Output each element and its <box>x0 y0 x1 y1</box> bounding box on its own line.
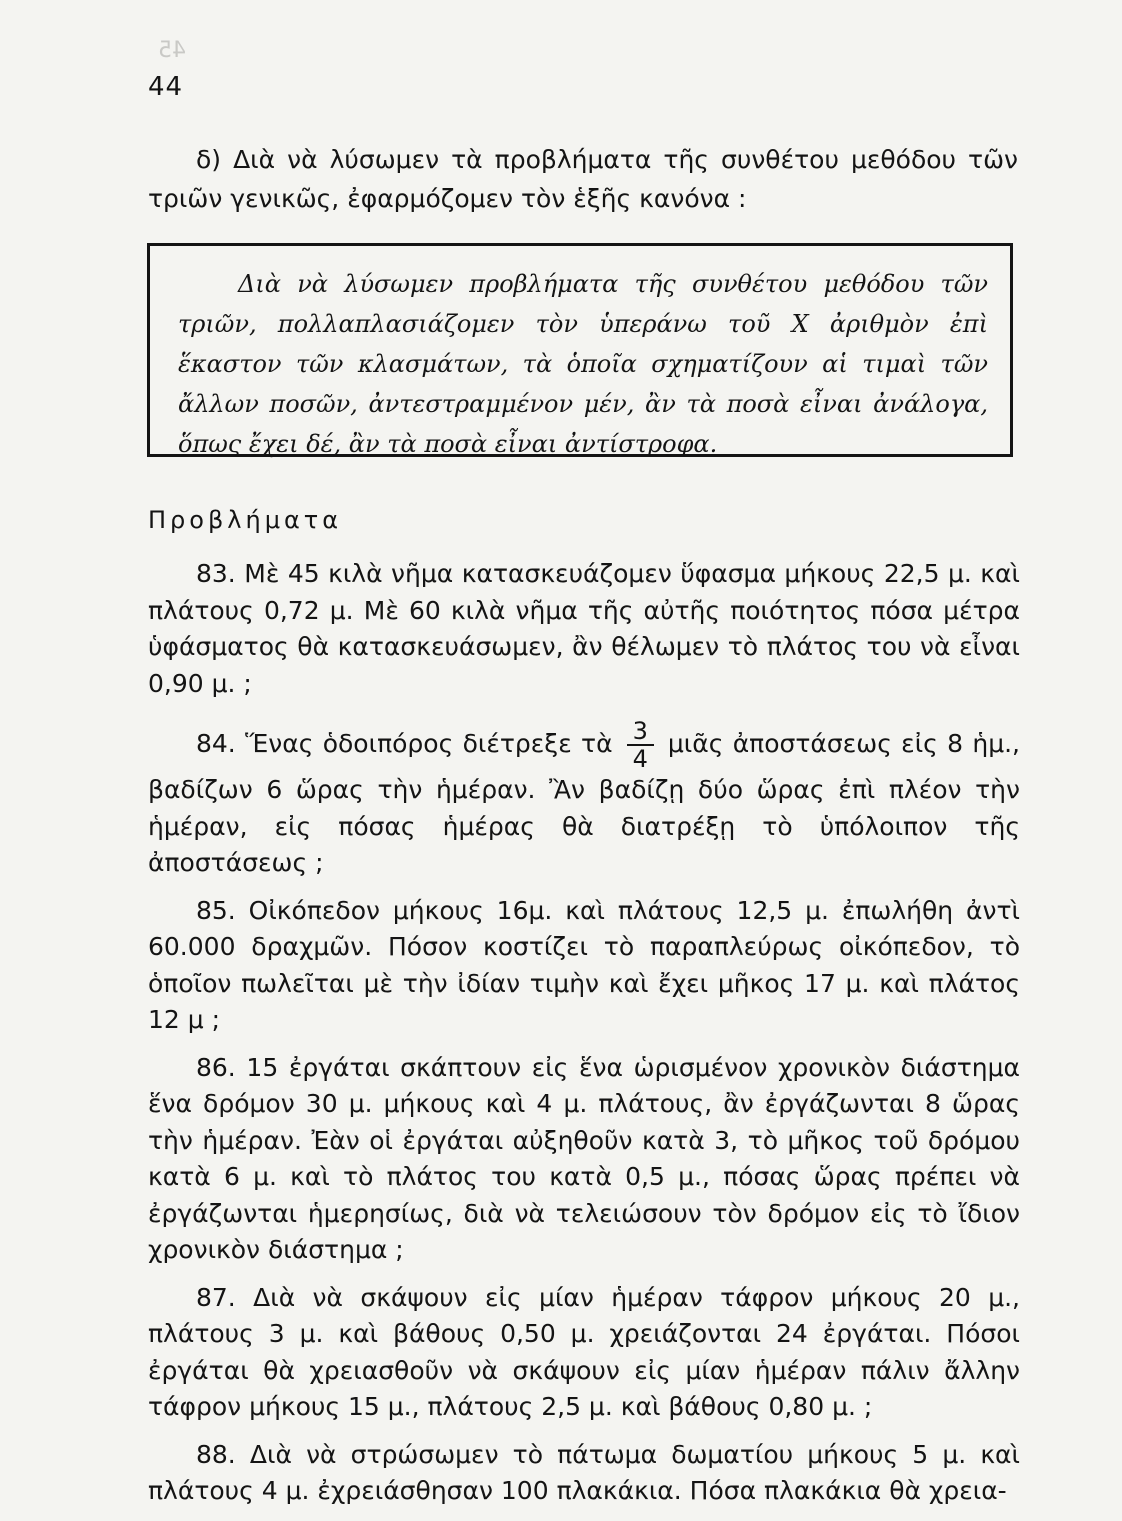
problem-text-before-fraction: Ἕνας ὁδοιπόρος διέτρεξε τὰ <box>245 729 613 758</box>
page-number: 44 <box>148 72 184 102</box>
problem-88 <box>148 1437 1020 1510</box>
problem-85 <box>148 893 1020 1039</box>
problem-text: Μὲ 45 κιλὰ νῆμα κατασκευάζομεν ὕφασμα μήκους 22,5 μ. καὶ πλάτους 0,72 μ. Μὲ 60 κιλὰ νῆμα τῆς αὐτῆς ποιότητος πόσα μέτρα ὑφάσματος θὰ κατασκευάσωμεν, ἂν θέλωμεν τὸ πλάτος του νὰ εἶναι 0,90 μ. ; <box>148 559 1020 698</box>
problem-number: 86. <box>196 1052 236 1082</box>
rule-box <box>147 243 1013 457</box>
problem-86 <box>148 1050 1020 1269</box>
problem-text-after-fraction: μιᾶς ἀποστάσεως εἰς 8 ἡμ., βαδίζων 6 ὥρας τὴν ἡμέραν. Ἂν βαδίζῃ δύο ὥρας ἐπὶ πλέον τὴν ἡμέραν, εἰς πόσας ἡμέρας θὰ διατρέξῃ τὸ ὑπόλοιπον τῆς ἀποστάσεως ; <box>148 729 1021 877</box>
rule-text: Διὰ νὰ λύσωμεν προβλήματα τῆς συνθέτου μεθόδου τῶν τριῶν, πολλαπλασιάζομεν τὸν ὑπεράνω τοῦ X ἀριθμὸν ἐπὶ ἕκαστον τῶν κλασμάτων, τὰ ὁποῖα σχηματίζουν αἱ τιμαὶ τῶν ἄλλων ποσῶν, ἀντεστραμμένον μέν, ἂν τὰ ποσὰ εἶναι ἀνάλογα, ὅπως ἔχει δέ, ἂν τὰ ποσὰ εἶναι ἀντίστροφα. <box>178 270 988 458</box>
fraction-denominator: 4 <box>632 745 648 773</box>
problem-number: 85. <box>196 895 236 925</box>
fraction-numerator: 3 <box>627 718 654 746</box>
problem-87 <box>148 1280 1020 1426</box>
problem-text: Οἰκόπεδον μήκους 16μ. καὶ πλάτους 12,5 μ. ἐπωλήθη ἀντὶ 60.000 δραχμῶν. Πόσον κοστίζει τὸ παραπλεύρως οἰκόπεδον, τὸ ὁποῖον πωλεῖται μὲ τὴν ἰδίαν τιμὴν καὶ ἔχει μῆκος 17 μ. καὶ πλάτος 12 μ ; <box>148 895 1020 1034</box>
problem-number: 88. <box>196 1439 236 1469</box>
problem-number: 84. <box>196 729 236 758</box>
bleed-through-page-number: 45 <box>158 38 186 63</box>
problem-list <box>148 556 1020 1521</box>
problem-text: 15 ἐργάται σκάπτουν εἰς ἕνα ὡρισμένον χρονικὸν διάστημα ἕνα δρόμον 30 μ. μήκους καὶ 4 μ. πλάτους, ἂν ἐργάζωνται 8 ὥρας τὴν ἡμέραν. Ἐὰν οἱ ἐργάται αὐξηθοῦν κατὰ 3, τὸ μῆκος τοῦ δρόμου κατὰ 6 μ. καὶ τὸ πλάτος του κατὰ 0,5 μ., πόσας ὥρας πρέπει νὰ ἐργάζωνται ἡμερησίως, διὰ νὰ τελειώσουν τὸν δρόμον εἰς τὸ ἴδιον χρονικὸν διάστημα ; <box>148 1052 1021 1264</box>
problem-84 <box>148 718 1020 882</box>
problem-83 <box>148 556 1020 702</box>
intro-paragraph: δ) Διὰ νὰ λύσωμεν τὰ προβλήματα τῆς συνθέτου μεθόδου τῶν τριῶν γενικῶς, ἐφαρμόζομεν τὸν ἑξῆς κανόνα : <box>148 145 1018 213</box>
problem-text: Διὰ νὰ σκάψουν εἰς μίαν ἡμέραν τάφρον μήκους 20 μ., πλάτους 3 μ. καὶ βάθους 0,50 μ. χρειάζονται 24 ἐργάται. Πόσοι ἐργάται θὰ χρειασθοῦν νὰ σκάψουν εἰς μίαν ἡμέραν πάλιν ἄλλην τάφρον μήκους 15 μ., πλάτους 2,5 μ. καὶ βάθους 0,80 μ. ; <box>148 1282 1020 1421</box>
problem-number: 83. <box>196 559 236 588</box>
section-title: Προβλήματα <box>148 506 343 534</box>
fraction <box>627 718 654 772</box>
problem-number: 87. <box>196 1282 236 1312</box>
problem-text: Διὰ νὰ στρώσωμεν τὸ πάτωμα δωματίου μήκους 5 μ. καὶ πλάτους 4 μ. ἐχρειάσθησαν 100 πλακάκια. Πόσα πλακάκια θὰ χρεια- <box>148 1439 1020 1505</box>
